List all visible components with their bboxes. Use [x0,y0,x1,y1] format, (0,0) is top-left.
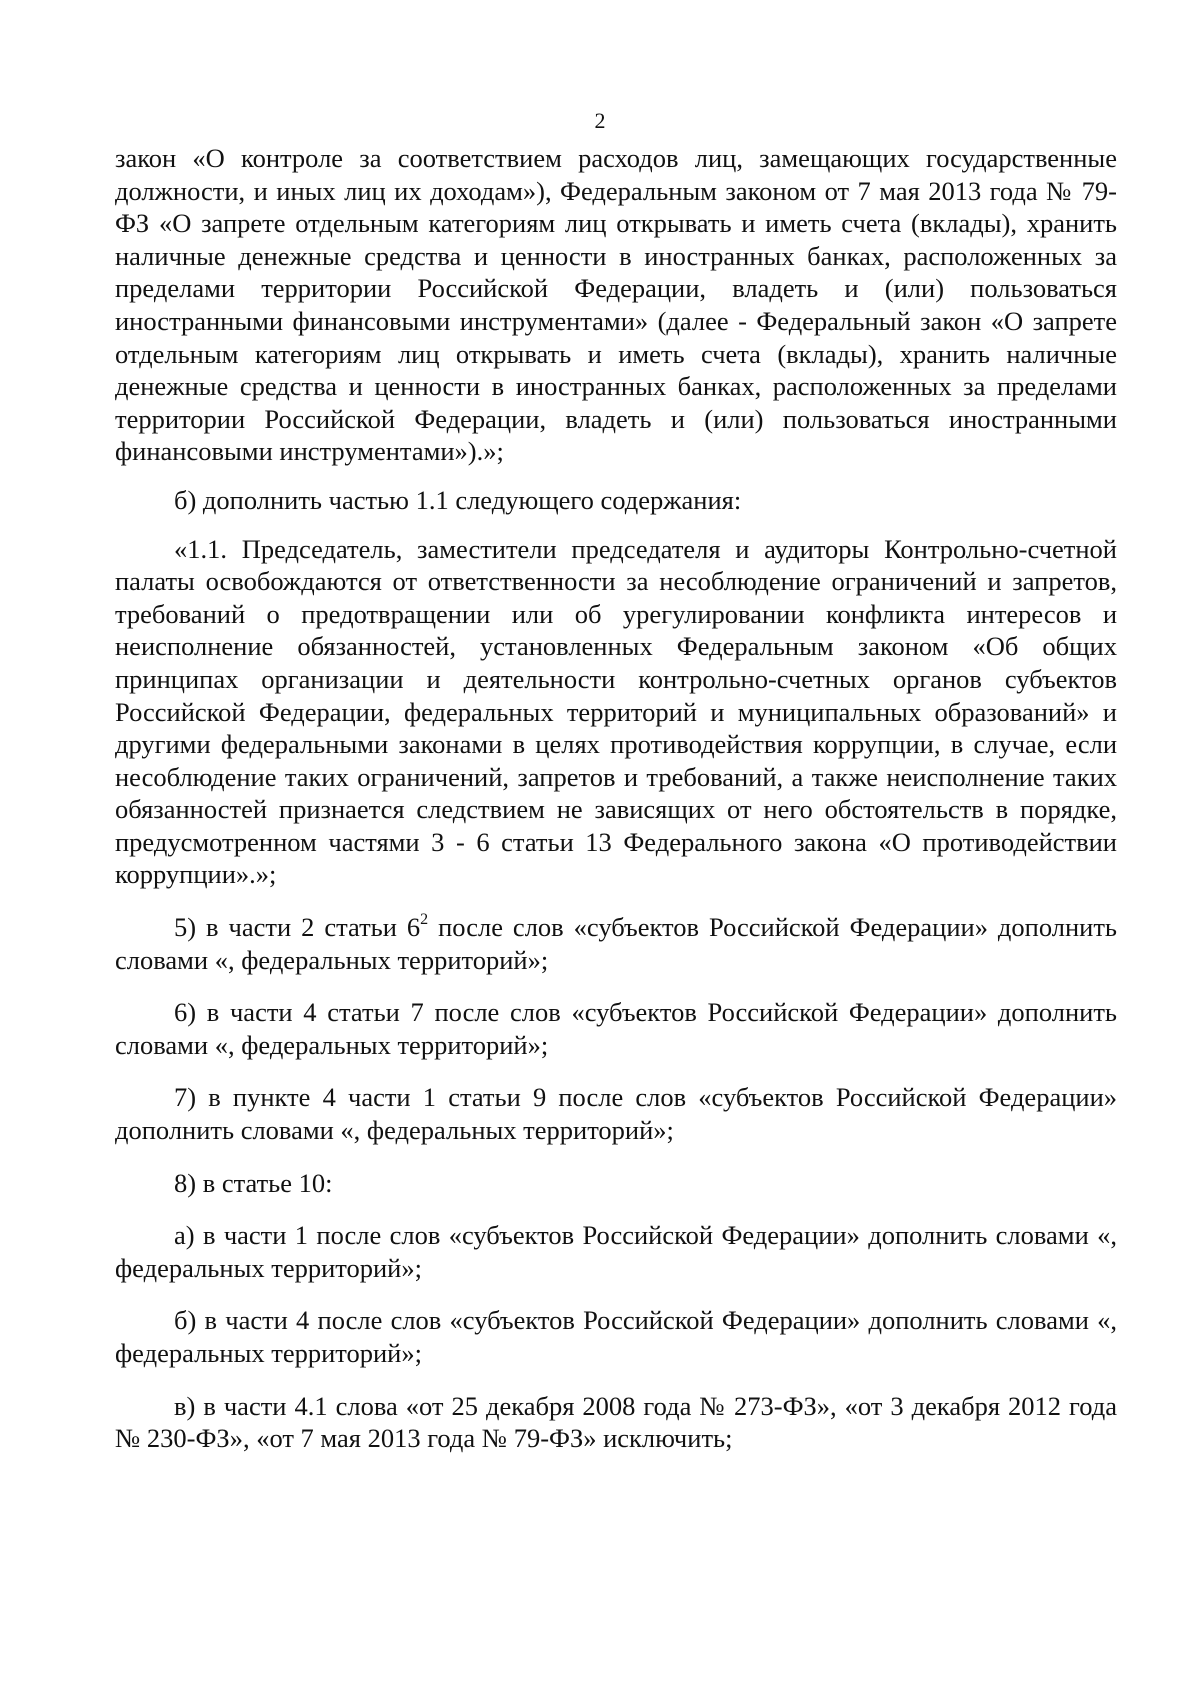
paragraph-item-b-add-part: б) дополнить частью 1.1 следующего содержания: [174,484,742,515]
item-5-text-end: после слов «субъектов Российской Федерации» дополнить словами «, федеральных территорий»; [115,912,1118,975]
document-body [115,142,1117,1455]
paragraph-part-1-1: «1.1. Председатель, заместители председателя и аудиторы Контрольно-счетной палаты освобождаются от ответственности за несоблюдение ограничений и запретов, требований о предотвращении или об урегулировании конфликта интересов и неисполнение обязанностей, установленных Федеральным законом «Об общих принципах организации и деятельности контрольно-счетных органов субъектов Российской Федерации, федеральных территорий и муниципальных образований» и другими федеральными законами в целях противодействия коррупции, в случае, если несоблюдение таких ограничений, запретов и требований, а также неисполнение таких обязанностей признается следствием не зависящих от него обстоятельств в порядке, предусмотренном частями 3 - 6 статьи 13 Федерального закона «О противодействии коррупции».»; [115,533,1117,890]
paragraph-item-7: 7) в пункте 4 части 1 статьи 9 после слов «субъектов Российской Федерации» дополнить словами «, федеральных территорий»; [115,1082,1117,1146]
paragraph-item-8: 8) в статье 10: [174,1167,333,1198]
paragraph-item-8a: а) в части 1 после слов «субъектов Российской Федерации» дополнить словами «, федеральных территорий»; [115,1220,1117,1283]
paragraph-item-8v: в) в части 4.1 слова «от 25 декабря 2008 года № 273-ФЗ», «от 3 декабря 2012 года № 230-ФЗ», «от 7 мая 2013 года № 79-ФЗ» исключить; [115,1390,1117,1454]
page-number: 2 [594,108,606,133]
paragraph-item-5 [115,911,1117,976]
item-5-superscript: 2 [420,911,429,929]
paragraph-item-8b: б) в части 4 после слов «субъектов Российской Федерации» дополнить словами «, федеральных территорий»; [115,1305,1117,1368]
item-5-text-start: 5) в части 2 статьи 6 [174,912,421,943]
paragraph-item-6: 6) в части 4 статьи 7 после слов «субъектов Российской Федерации» дополнить словами «, федеральных территорий»; [115,997,1117,1060]
paragraph-continuation: закон «О контроле за соответствием расходов лиц, замещающих государственные должности, и иных лиц их доходам»), Федеральным законом от 7 мая 2013 года № 79-ФЗ «О запрете отдельным категориям лиц открывать и иметь счета (вклады), хранить наличные денежные средства и ценности в иностранных банках, расположенных за пределами территории Российской Федерации, владеть и (или) пользоваться иностранными финансовыми инструментами» (далее - Федеральный закон «О запрете отдельным категориям лиц открывать и иметь счета (вклады), хранить наличные денежные средства и ценности в иностранных банках, расположенных за пределами территории Российской Федерации, владеть и (или) пользоваться иностранными финансовыми инструментами»).»; [115,143,1117,467]
